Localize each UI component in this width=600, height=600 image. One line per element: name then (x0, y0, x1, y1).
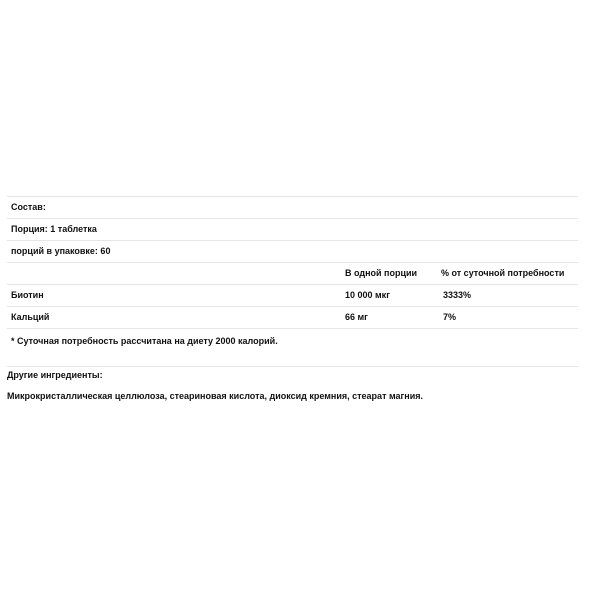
header-row (7, 263, 578, 285)
other-ingredients-title: Другие ингредиенты: (7, 370, 103, 380)
other-ingredients-text: Микрокристаллическая целлюлоза, стеариновая кислота, диоксид кремния, стеарат магния. (7, 391, 423, 401)
footnote: * Суточная потребность рассчитана на диету 2000 калорий. (11, 336, 278, 346)
header-per-serving: В одной порции (345, 268, 418, 278)
ingredient-amount: 10 000 мкг (345, 290, 390, 300)
ingredient-daily-value: 3333% (443, 290, 472, 300)
servings-per-container-row (7, 241, 578, 263)
composition-title: Состав: (11, 202, 46, 212)
ingredient-daily-value: 7% (443, 312, 457, 322)
table-row (7, 285, 578, 307)
serving-row (7, 219, 578, 241)
table-row (7, 307, 578, 329)
ingredient-name: Кальций (11, 312, 50, 322)
footnote-row (7, 329, 578, 367)
header-daily-value: % от суточной потребности (441, 268, 565, 278)
ingredient-name: Биотин (11, 290, 44, 300)
servings-per-container: порций в упаковке: 60 (11, 246, 111, 256)
composition-title-row (7, 197, 578, 219)
serving-size: Порция: 1 таблетка (11, 224, 97, 234)
ingredient-amount: 66 мг (345, 312, 368, 322)
